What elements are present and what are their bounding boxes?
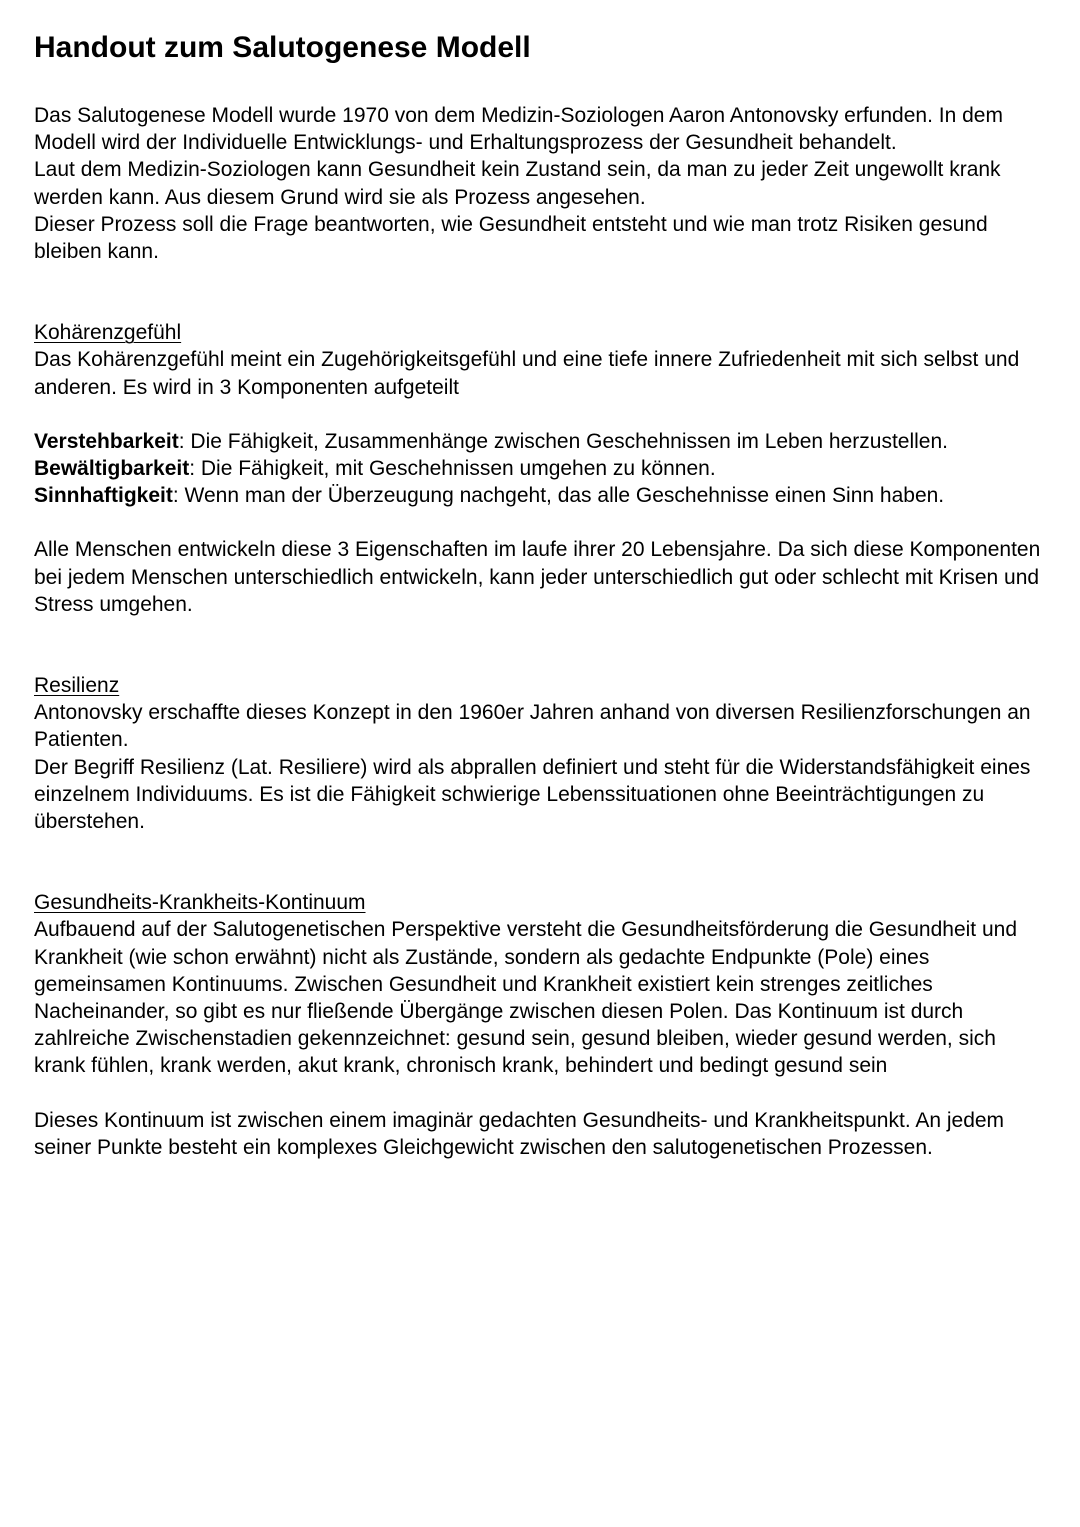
section-heading-koharenz: Kohärenzgefühl — [34, 321, 182, 345]
koharenz-section — [34, 319, 1044, 618]
resilienz-text: Antonovsky erschaffte dieses Konzept in den 1960er Jahren anhand von diversen Resilienzforschungen an Patienten. — [34, 701, 1031, 752]
component-term: Bewältigbarkeit — [34, 457, 190, 481]
intro-paragraph: Laut dem Medizin-Soziologen kann Gesundheit kein Zustand sein, da man zu jeder Zeit ungewollt krank werden kann. Aus diesem Grund wird sie als Prozess angesehen. — [34, 158, 1001, 209]
component-term: Verstehbarkeit — [34, 429, 179, 453]
document-page — [34, 28, 1044, 1161]
intro-paragraph: Das Salutogenese Modell wurde 1970 von dem Medizin-Soziologen Aaron Antonovsky erfunden. In dem Modell wird der Individuelle Entwicklungs- und Erhaltungsprozess der Gesundheit behandelt. — [34, 104, 1003, 155]
component-item — [34, 455, 1044, 482]
page-title: Handout zum Salutogenese Modell — [34, 31, 531, 64]
component-list — [34, 428, 1044, 510]
kontinuum-closing: Dieses Kontinuum ist zwischen einem imaginär gedachten Gesundheits- und Krankheitspunkt. An jedem seiner Punkte besteht ein komplexes Gleichgewicht zwischen den salutogenetischen Prozessen. — [34, 1108, 1005, 1159]
kontinuum-section — [34, 889, 1044, 1161]
intro-paragraph: Dieser Prozess soll die Frage beantworten, wie Gesundheit entsteht und wie man trotz Risiken gesund bleiben kann. — [34, 212, 988, 264]
section-heading-resilienz: Resilienz — [34, 674, 120, 698]
component-definition: : Die Fähigkeit, mit Geschehnissen umgehen zu können. — [189, 457, 716, 481]
kontinuum-text: Aufbauend auf der Salutogenetischen Perspektive versteht die Gesundheitsförderung die Gesundheit und Krankheit (wie schon erwähnt) nicht als Zustände, sondern als gedachte Endpunkte (Pole) eines gemeinsamen Kontinuums. Zwischen Gesundheit und Krankheit existiert kein strenges zeitliches Nacheinander, so gibt es nur fließende Übergänge zwischen diesen Polen. Das Kontinuum ist durch zahlreiche Zwischenstadien gekennzeichnet: gesund sein, gesund bleiben, wieder gesund werden, sich krank fühlen, krank werden, akut krank, chronisch krank, behindert und bedingt gesund sein — [34, 918, 1018, 1078]
resilienz-text: Der Begriff Resilienz (Lat. Resiliere) wird als abprallen definiert und steht für die Widerstandsfähigkeit eines einzelnem Individuums. Es ist die Fähigkeit schwierige Lebenssituationen ohne Beeinträchtigungen zu überstehen. — [34, 755, 1031, 834]
component-definition: : Die Fähigkeit, Zusammenhänge zwischen Geschehnissen im Leben herzustellen. — [178, 429, 948, 453]
component-item — [34, 482, 1044, 509]
koharenz-text: Das Kohärenzgefühl meint ein Zugehörigkeitsgefühl und eine tiefe innere Zufriedenheit mit sich selbst und anderen. Es wird in 3 Komponenten aufgeteilt — [34, 348, 1020, 399]
component-definition: : Wenn man der Überzeugung nachgeht, das alle Geschehnisse einen Sinn haben. — [172, 484, 945, 508]
intro-section — [34, 102, 1044, 265]
component-term: Sinnhaftigkeit — [34, 484, 173, 508]
koharenz-closing: Alle Menschen entwickeln diese 3 Eigenschaften im laufe ihrer 20 Lebensjahre. Da sich diese Komponenten bei jedem Menschen unterschiedlich entwickeln, kann jeder unterschiedlich gut oder schlecht mit Krisen und Stress umgehen. — [34, 538, 1041, 616]
section-heading-kontinuum: Gesundheits-Krankheits-Kontinuum — [34, 891, 366, 915]
resilienz-section — [34, 672, 1044, 835]
component-item — [34, 428, 1044, 455]
